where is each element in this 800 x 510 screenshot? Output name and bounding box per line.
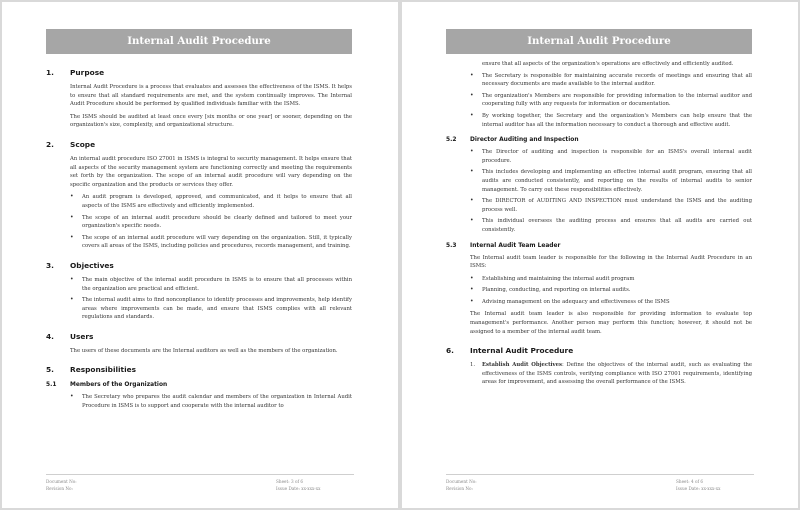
bullet-icon [470,148,482,165]
subsection-number: 5.1 [46,382,57,389]
list-item-continuation [470,60,752,69]
footer-document-no: Document No: [46,479,77,484]
subsection-number: 5.2 [446,137,457,144]
list-item-text: The scope of an internal audit procedure will vary depending on the organization. Still, it typically covers all areas of the ISMS, including policies and procedures, records management, and training. [82,234,352,250]
list-item [70,193,352,210]
section-heading-purpose [46,68,352,77]
page-title-banner: Internal Audit Procedure [46,29,352,54]
numbered-list [470,361,752,387]
list-item-text: The scope of an internal audit procedure should be clearly defined and tailored to meet your organization's specific needs. [82,214,352,230]
list-item [470,275,752,284]
list-item [470,92,752,109]
section-heading-scope [46,140,352,149]
list-item [470,286,752,295]
bullet-icon [470,217,482,234]
section-heading-users [46,332,352,341]
bullet-icon [470,72,482,89]
footer-issue-date: Issue Date: xx-xxx-xx [676,486,721,491]
paragraph: An internal audit procedure ISO 27001 in ISMS is integral to security management. It helps ensure that all aspects of the security management system are functioning correctly and meeting the requirements set forth by the organization. The scope of an internal audit procedure will vary depending on the specific organization and the products or services they offer. [70,155,352,188]
list-item-text: The internal audit aims to find nonconpliance to identify processes and improvements, help identify areas where improvements can be made, and ensure that ISMS complies with all relevant regulations and standards. [82,297,352,321]
list-item [470,197,752,214]
list-item-text: Advising management on the adequacy and effectiveness of the ISMS [482,298,670,305]
subsection-title: Internal Audit Team Leader [470,242,561,249]
section-heading-procedure [446,346,752,355]
list-item-text: The Secretary who prepares the audit calendar and members of the organization in Internal Audit Procedure in ISMS is to support and cooperate with the internal auditor to [82,394,352,410]
list-item-text: ensure that all aspects of the organization's operations are effectively and efficiently audited. [482,61,734,67]
section-title: Objectives [70,260,114,270]
list-item [470,217,752,234]
paragraph: The ISMS should be audited at least once every [six months or one year] or sooner, depending on the organization's size, complexity, and organizational structure. [70,113,352,129]
section-number: 5. [46,365,54,375]
list-item-number: 1. [470,362,476,369]
section-title: Internal Audit Procedure [470,346,574,356]
page-footer [46,474,354,492]
list-item-text: An audit program is developed, approved, and communicated, and it helps to ensure that all aspects of the ISMS are effectively and efficiently implemented. [82,194,352,209]
list-item-text: The organization's Members are responsible for providing information to the internal auditor and cooperating fully with any requests for information or documentation. [482,92,752,108]
bullet-list [70,276,352,322]
section-title: Scope [70,139,96,149]
footer-document-no: Document No: [446,479,477,484]
list-item [70,296,352,322]
paragraph: The users of these documents are the Internal auditors as well as the members of the organization. [70,347,338,354]
bullet-list [470,148,752,234]
footer-revision-no: Revision No: [446,486,473,491]
bullet-list [470,275,752,307]
section-title: Users [70,331,94,341]
subsection-heading-team-leader [446,243,752,249]
bullet-icon [470,197,482,214]
bullet-icon [470,92,482,109]
bullet-icon [70,234,82,251]
page-body [46,58,352,415]
list-item-text [482,361,752,387]
page-4 [402,2,798,508]
bullet-list [70,393,352,410]
list-item [70,214,352,231]
list-item [470,168,752,194]
subsection-heading-director [446,137,752,143]
list-item-text: Planning, conducting, and reporting on internal audits. [482,287,631,294]
list-item-text: By working together, the Secretary and the organization's Members can help ensure that the internal auditor has all the information necessary to conduct a thorough and effective audit. [482,112,752,128]
subsection-title: Members of the Organization [70,382,168,389]
section-number: 1. [46,68,54,77]
list-item [70,234,352,251]
subsection-heading-members [46,382,352,388]
bullet-icon [70,393,82,410]
list-item [470,361,752,387]
section-title: Responsibilities [70,365,137,375]
bullet-icon [470,112,482,129]
subsection-title: Director Auditing and Inspection [470,137,579,144]
bullet-icon [470,298,482,307]
page-body [446,60,752,391]
bullet-icon [470,168,482,194]
footer-sheet: Sheet: 3 of 6 [276,479,304,484]
bullet-icon [470,275,482,284]
section-heading-responsibilities [46,365,352,374]
list-item-lead: Establish Audit Objectives [482,362,562,369]
paragraph: The Internal audit team leader is responsible for the following in the Internal Audit Procedure in an ISMS: [470,254,752,270]
bullet-list [70,193,352,251]
list-item-text: This includes developing and implementing an effective internal audit program, ensuring that all audits are conducted consistently, and reporting on the results of internal audits to senior management. To carry out these responsibilities effectively. [482,169,752,193]
list-item [470,148,752,165]
bullet-icon [470,286,482,295]
bullet-icon [70,214,82,231]
footer-issue-date: Issue Date: xx-xxx-xx [276,486,321,491]
bullet-list [470,60,752,129]
page-footer [446,474,754,492]
section-number: 3. [46,260,54,270]
list-item-body: : Define the objectives of the internal audit, such as evaluating the effectiveness of the ISMS controls, verifying compliance with ISO 27001 requirements, identifying areas for improvement, and assessing the overall performance of the ISMS. [482,362,752,386]
section-number: 2. [46,139,54,149]
list-item [470,112,752,129]
paragraph: The Internal audit team leader is also responsible for providing information to evaluate top management's performance. Another person may perform this function; however, it should not be assigned to a member of the internal audit team. [470,311,752,335]
list-item [70,393,352,410]
list-item-text: The main objective of the internal audit procedure in ISMS is to ensure that all processes within the organization are practical and efficient. [82,276,352,292]
bullet-icon [70,296,82,322]
section-number: 6. [446,346,454,356]
section-heading-objectives [46,261,352,270]
footer-revision-no: Revision No: [46,486,73,491]
section-title: Purpose [70,68,105,77]
list-item-text: The Secretary is responsible for maintaining accurate records of meetings and ensuring that all necessary documents are made available to the internal auditor. [482,72,752,88]
footer-sheet: Sheet: 4 of 6 [676,479,704,484]
bullet-icon [70,193,82,210]
list-item-text: The DIRECTOR of AUDITING AND INSPECTION must understand the ISMS and the auditing process well. [482,198,752,213]
subsection-number: 5.3 [446,242,457,249]
bullet-icon [70,276,82,293]
list-item-text: This individual oversees the auditing process and ensures that all audits are carried out consistently. [482,218,752,233]
list-item-text: The Director of auditing and inspection is responsible for an ISMS's overall internal audit procedure. [482,149,752,164]
list-item [470,298,752,307]
list-item [470,72,752,89]
page-3 [2,2,398,508]
list-item [70,276,352,293]
page-title-banner: Internal Audit Procedure [446,29,752,54]
section-number: 4. [46,331,54,341]
list-item-text: Establishing and maintaining the internal audit program [482,275,635,282]
paragraph: Internal Audit Procedure is a process that evaluates and assesses the effectiveness of the ISMS. It helps to ensure that all standard requirements are met, and the system continually improves. The Internal Audit Procedure should be performed by qualified individuals familiar with the ISMS. [70,84,352,108]
